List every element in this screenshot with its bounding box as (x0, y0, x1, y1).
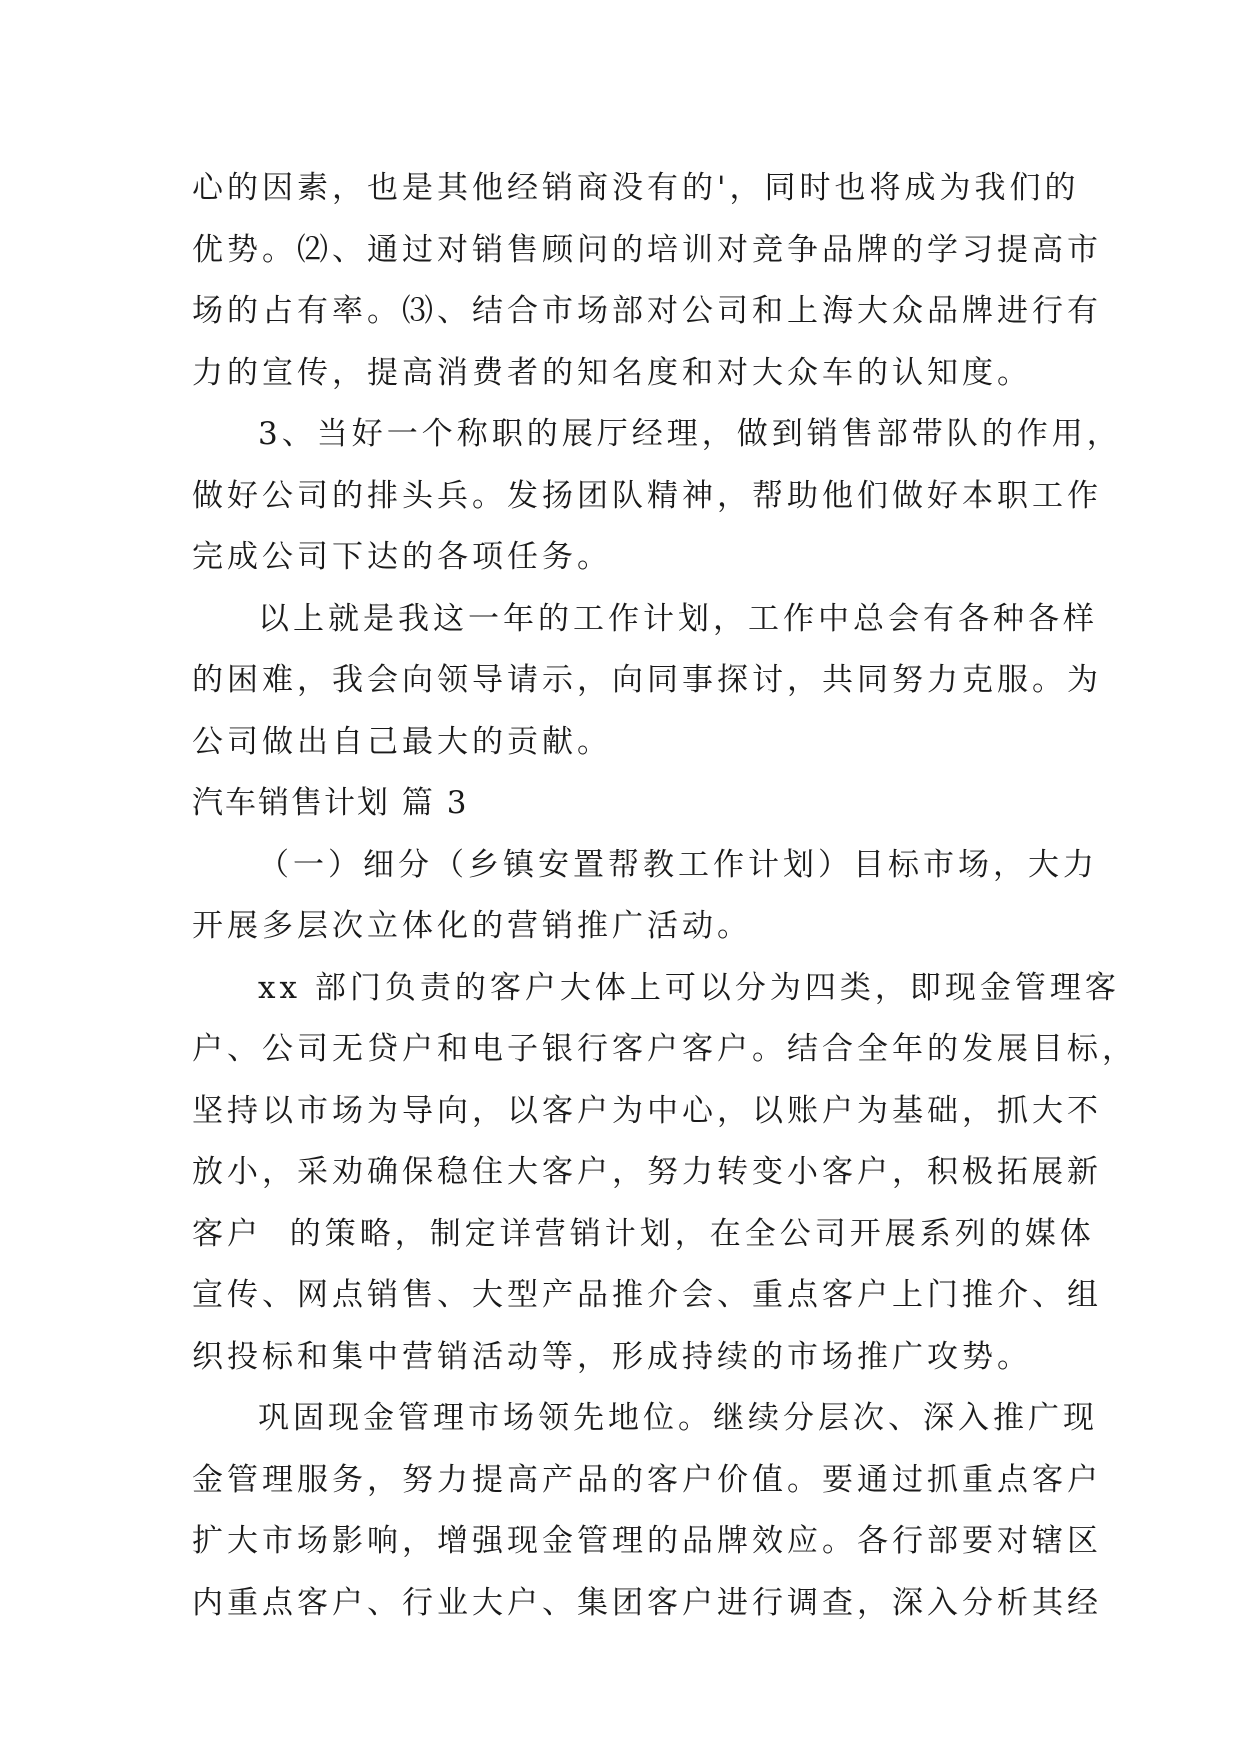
text-line: 心的因素，也是其他经销商没有的'，同时也将成为我们的 (192, 170, 1080, 206)
text-line: 内重点客户、行业大户、集团客户进行调查，深入分析其经 (192, 1584, 1102, 1621)
text-line: 客户 的策略，制定详营销计划，在全公司开展系列的媒体 (192, 1215, 1095, 1252)
paragraph-start-line: 以上就是我这一年的工作计划，工作中总会有各种各样 (258, 600, 1098, 637)
document-page (192, 158, 1137, 1634)
text-line: 放小，采劝确保稳住大客户，努力转变小客户，积极拓展新 (192, 1154, 1102, 1190)
paragraph-start-line: （一）细分（乡镇安置帮教工作计划）目标市场，大力 (258, 846, 1098, 883)
text-line: 公司做出自己最大的贡献。 (192, 723, 612, 760)
text-line: 做好公司的排头兵。发扬团队精神，帮助他们做好本职工作 (192, 477, 1102, 514)
text-line: 织投标和集中营销活动等，形成持续的市场推广攻势。 (192, 1338, 1032, 1375)
text-line: 的困难，我会向领导请示，向同事探讨，共同努力克服。为 (192, 662, 1102, 698)
section-heading: 汽车销售计划 篇 3 (192, 785, 469, 821)
text-line: 户、公司无贷户和电子银行客户客户。结合全年的发展目标， (192, 1031, 1137, 1067)
text-line: 金管理服务，努力提高产品的客户价值。要通过抓重点客户 (192, 1461, 1102, 1498)
paragraph-start-line: 3、当好一个称职的展厅经理，做到销售部带队的作用， (258, 416, 1122, 452)
text-line: 坚持以市场为导向，以客户为中心，以账户为基础，抓大不 (192, 1092, 1102, 1129)
text-line: 场的占有率。⑶、结合市场部对公司和上海大众品牌进行有 (192, 293, 1102, 329)
text-line: 开展多层次立体化的营销推广活动。 (192, 908, 752, 944)
text-line: 完成公司下达的各项任务。 (192, 539, 612, 575)
text-line: 优势。⑵、通过对销售顾问的培训对竞争品牌的学习提高市 (192, 231, 1102, 268)
text-line: 力的宣传，提高消费者的知名度和对大众车的认知度。 (192, 354, 1032, 391)
paragraph-start-line: 巩固现金管理市场领先地位。继续分层次、深入推广现 (258, 1400, 1098, 1436)
text-line: 扩大市场影响，增强现金管理的品牌效应。各行部要对辖区 (192, 1523, 1102, 1559)
text-line: 宣传、网点销售、大型产品推介会、重点客户上门推介、组 (192, 1277, 1102, 1313)
paragraph-start-line: xx 部门负责的客户大体上可以分为四类，即现金管理客 (258, 969, 1120, 1006)
